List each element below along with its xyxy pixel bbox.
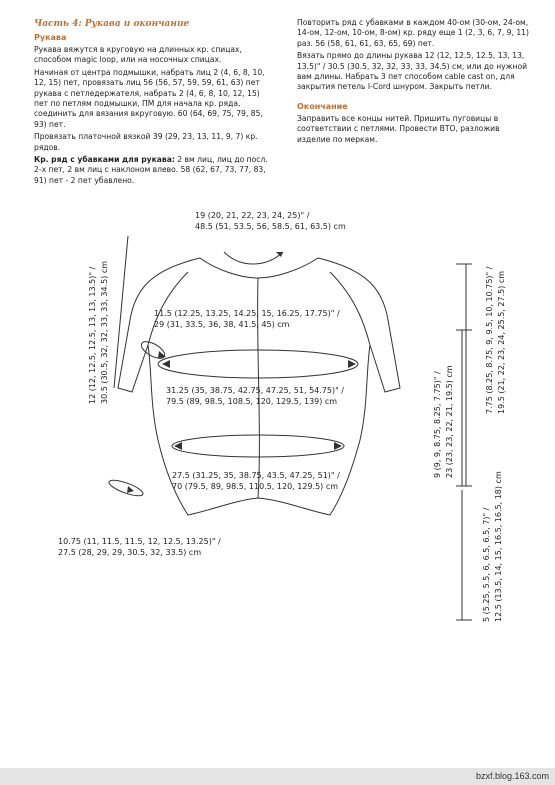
sleeve-length-measure-in: 12 (12, 12.5, 12.5, 13, 13, 13.5)" / bbox=[88, 266, 97, 404]
hem-measure-cm: 70 (79.5, 89, 98.5, 110.5, 120, 129.5) cm bbox=[172, 482, 339, 491]
cuff-measure-in: 10.75 (11, 11.5, 11.5, 12, 12.5, 13.25)" / bbox=[58, 537, 221, 546]
chapter-title: Часть 4: Рукава и окончание bbox=[34, 19, 190, 29]
upper-arm-measure-in: 11.5 (12.25, 13.25, 14.25, 15, 16.25, 17.75)" / bbox=[154, 309, 340, 318]
neck-arrow bbox=[224, 252, 283, 264]
hem-measure-in: 27.5 (31.25, 35, 38.75, 43.5, 47.25, 51)" / bbox=[172, 471, 340, 480]
decrease-text: 2 вм лиц, лиц до посл. 2-х пет, 2 вм лиц с наклоном влево. 58 (62, 67, 73, 77, 83, 91) пет - 2 пет убавлено. bbox=[34, 155, 268, 185]
yoke-length-measure-in: 7.75 (8.25, 8.75, 9, 9.5, 10, 10.75)" / bbox=[485, 266, 494, 414]
footer-bar bbox=[0, 768, 555, 785]
sleeves-paragraph-2: Начиная от центра подмышки, набрать лиц 2 (4, 6, 8, 10, 12, 15) пет, провязать лиц 56 (56, 57, 59, 59, 61, 63) пет рукава с петледержателя, набрать 2 (4, 6, 8, 10, 12, 15) пет по петлям подмышки, ПМ для начала кр. ряда, соединить для вязания вкруговую. 60 (64, 69, 75, 79, 85, 93) пет. bbox=[34, 67, 265, 129]
finishing-paragraph: Заправить все концы нитей. Пришить пуговицы в соответствии с петлями. Провести ВТО, разложив изделие по меркам. bbox=[297, 113, 500, 144]
chest-measure-cm: 79.5 (89, 98.5, 108.5, 120, 129.5, 139) cm bbox=[166, 397, 338, 406]
hem-ellipse bbox=[172, 435, 344, 457]
finishing-heading: Окончание bbox=[297, 101, 348, 111]
sleeves-paragraph-1: Рукава вяжутся в круговую на длинных кр. спицах, способом magic loop, или на носочных спицах. bbox=[34, 45, 242, 65]
sleeve-length-measure-cm: 30.5 (30.5, 32, 32, 33, 33, 34.5) cm bbox=[100, 260, 109, 404]
sleeves-paragraph-3: Провязать платочной вязкой 39 (29, 23, 13, 11, 9, 7) кр. рядов. bbox=[34, 132, 258, 152]
decrease-label: Кр. ряд с убавками для рукава: bbox=[34, 155, 175, 165]
source-watermark: bzxf.blog.163.com bbox=[475, 771, 549, 781]
cuff-measure-cm: 27.5 (28, 29, 29, 30.5, 32, 33.5) cm bbox=[58, 548, 202, 557]
cuff-ellipse bbox=[107, 477, 144, 499]
side-length-measure-cm: 23 (23, 23, 22, 21, 19.5) cm bbox=[445, 365, 454, 478]
sleeves-heading: Рукава bbox=[34, 33, 67, 42]
repeat-decrease-paragraph: Повторить ряд с убавками в каждом 40-ом (30-ом, 24-ом, 14-ом, 12-ом, 10-ом, 8-ом) кр. ряду еще 1 (2, 3, 6, 7, 9, 11) раз. 56 (58, 61, 61, 63, 65, 69) пет. bbox=[297, 18, 529, 48]
ribbing-length-measure-in: 5 (5.25, 5.5, 6, 6.5, 6.5, 7)" / bbox=[482, 507, 491, 622]
neck-measure-cm: 48.5 (51, 53.5, 56, 58.5, 61, 63.5) cm bbox=[195, 222, 346, 231]
sleeve-length-paragraph: Вязать прямо до длины рукава 12 (12, 12.5, 12.5, 13, 13, 13.5)" / 30.5 (30.5, 32, 32, 33, 33, 34.5) см, или до нужной вам длины. Набрать 3 пет способом cable cast on, для закрытия петель I-Cord шнуром. Закрыть петли. bbox=[297, 51, 528, 92]
upper-arm-measure-cm: 29 (31, 33.5, 36, 38, 41.5, 45) cm bbox=[154, 320, 290, 329]
chest-measure-in: 31.25 (35, 38.75, 42.75, 47.25, 51, 54.75)" / bbox=[166, 386, 345, 395]
neck-measure-in: 19 (20, 21, 22, 23, 24, 25)" / bbox=[195, 211, 310, 220]
side-length-measure-in: 9 (9, 9, 8.75, 8.25, 7.75)" / bbox=[433, 371, 442, 478]
yoke-length-measure-cm: 19.5 (21, 22, 23, 24, 25.5, 27.5) cm bbox=[497, 270, 506, 414]
ribbing-length-measure-cm: 12.5 (13.5, 14, 15, 16.5, 16.5, 18) cm bbox=[494, 471, 503, 622]
sleeve-dim-line bbox=[114, 236, 128, 388]
